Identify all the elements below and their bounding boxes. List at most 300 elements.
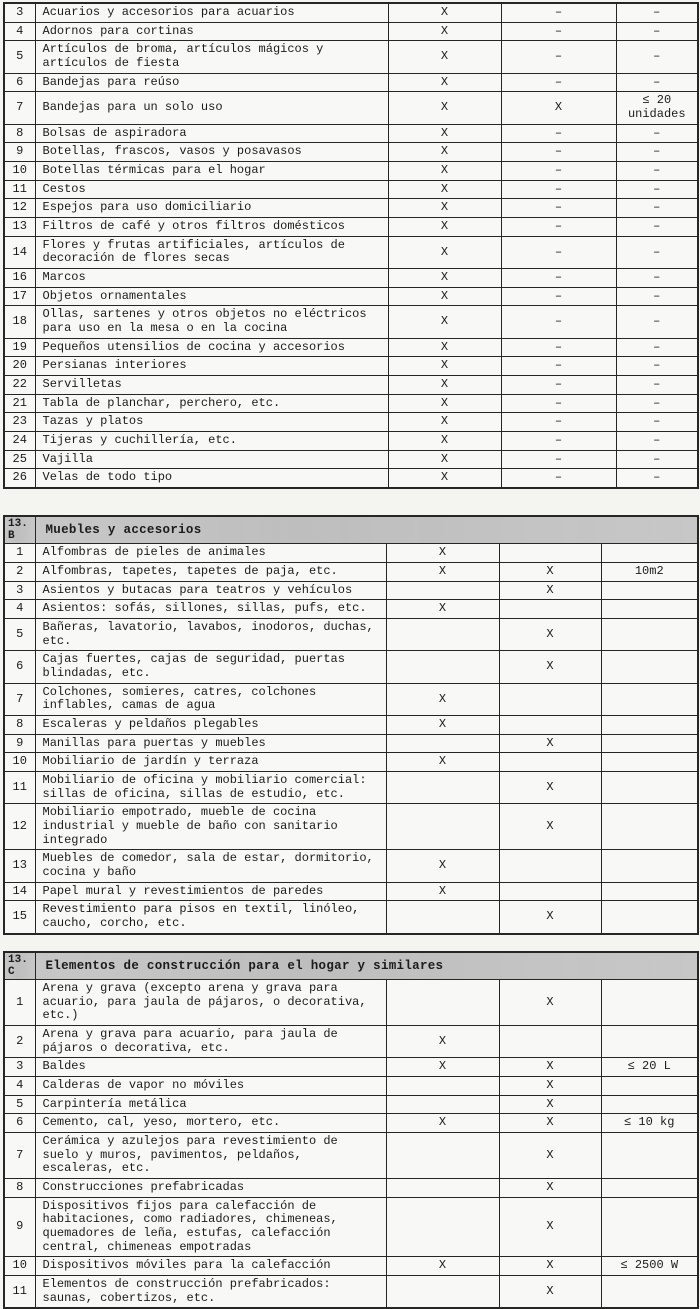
quantity-limit: – xyxy=(616,180,698,199)
table-row xyxy=(4,432,698,451)
item-description: Arena y grava (excepto arena y grava para acuario, para jaula de pájaros, o decorativa, etc.) xyxy=(35,979,386,1025)
restricted-mark: X xyxy=(499,1179,601,1198)
row-number: 12 xyxy=(4,804,35,850)
restricted-mark: X xyxy=(499,1077,601,1096)
table-row xyxy=(4,979,698,1025)
allowed-mark: X xyxy=(386,1058,499,1077)
item-description: Cerámica y azulejos para revestimiento de suelo y muros, pavimentos, peldaños, escaleras, etc. xyxy=(35,1133,386,1179)
quantity-limit: – xyxy=(616,162,698,181)
item-description: Persianas interiores xyxy=(35,357,388,376)
restricted-mark: X xyxy=(499,734,601,753)
allowed-mark xyxy=(386,1095,499,1114)
quantity-limit xyxy=(601,1077,698,1096)
allowed-mark: X xyxy=(388,199,501,218)
row-number: 9 xyxy=(4,143,35,162)
row-number: 1 xyxy=(4,979,35,1025)
allowed-mark: X xyxy=(386,1114,499,1133)
item-description: Mobiliario empotrado, mueble de cocina industrial y mueble de baño con sanitario integrado xyxy=(35,804,386,850)
restricted-mark: X xyxy=(499,1058,601,1077)
allowed-mark: X xyxy=(388,92,501,124)
table-row xyxy=(4,882,698,901)
quantity-limit: – xyxy=(616,22,698,41)
restricted-mark: – xyxy=(501,218,616,237)
quantity-limit: – xyxy=(616,306,698,338)
allowed-mark: X xyxy=(388,413,501,432)
restricted-mark xyxy=(499,600,601,619)
row-number: 13 xyxy=(4,850,35,882)
restricted-mark: X xyxy=(499,563,601,582)
allowed-mark: X xyxy=(386,1257,499,1276)
row-number: 26 xyxy=(4,469,35,488)
item-description: Colchones, somieres, catres, colchones inflables, camas de agua xyxy=(35,683,386,715)
row-number: 12 xyxy=(4,199,35,218)
restricted-mark: – xyxy=(501,124,616,143)
quantity-limit xyxy=(601,716,698,735)
table-row xyxy=(4,236,698,268)
row-number: 15 xyxy=(4,901,35,934)
allowed-mark: X xyxy=(386,716,499,735)
restricted-mark: – xyxy=(501,357,616,376)
quantity-limit: – xyxy=(616,338,698,357)
allowed-mark: X xyxy=(388,394,501,413)
table-row xyxy=(4,287,698,306)
restricted-mark xyxy=(499,753,601,772)
item-description: Bandejas para un solo uso xyxy=(35,92,388,124)
row-number: 10 xyxy=(4,753,35,772)
table-row xyxy=(4,1114,698,1133)
quantity-limit xyxy=(601,1197,698,1257)
restricted-mark: – xyxy=(501,269,616,288)
allowed-mark: X xyxy=(386,1025,499,1057)
row-number: 7 xyxy=(4,683,35,715)
row-number: 2 xyxy=(4,1025,35,1057)
item-description: Pequeños utensilios de cocina y accesorios xyxy=(35,338,388,357)
item-description: Artículos de broma, artículos mágicos y artículos de fiesta xyxy=(35,41,388,73)
table-row xyxy=(4,73,698,92)
item-description: Construcciones prefabricadas xyxy=(35,1179,386,1198)
allowed-mark: X xyxy=(386,544,499,563)
table-row xyxy=(4,162,698,181)
section-number-top: 13. xyxy=(8,518,28,531)
table-row xyxy=(4,3,698,22)
allowed-mark xyxy=(386,1197,499,1257)
table-row xyxy=(4,1197,698,1257)
allowed-mark: X xyxy=(388,41,501,73)
section-header-row xyxy=(4,516,698,544)
quantity-limit: – xyxy=(616,41,698,73)
table-row xyxy=(4,804,698,850)
allowed-mark: X xyxy=(388,287,501,306)
table-row xyxy=(4,218,698,237)
row-number: 9 xyxy=(4,1197,35,1257)
allowed-mark: X xyxy=(388,180,501,199)
quantity-limit: – xyxy=(616,124,698,143)
table-row xyxy=(4,1095,698,1114)
quantity-limit: ≤ 2500 W xyxy=(601,1257,698,1276)
item-description: Bolsas de aspiradora xyxy=(35,124,388,143)
restricted-mark: – xyxy=(501,413,616,432)
item-description: Bañeras, lavatorio, lavabos, inodoros, duchas, etc. xyxy=(35,619,386,651)
quantity-limit: 10m2 xyxy=(601,563,698,582)
restricted-mark: – xyxy=(501,3,616,22)
table-13b-muebles xyxy=(3,515,699,935)
row-number: 3 xyxy=(4,3,35,22)
allowed-mark: X xyxy=(388,3,501,22)
item-description: Adornos para cortinas xyxy=(35,22,388,41)
row-number: 2 xyxy=(4,563,35,582)
table-household-items-continued xyxy=(3,2,699,489)
item-description: Marcos xyxy=(35,269,388,288)
quantity-limit xyxy=(601,544,698,563)
item-description: Calderas de vapor no móviles xyxy=(35,1077,386,1096)
quantity-limit: – xyxy=(616,73,698,92)
allowed-mark: X xyxy=(388,162,501,181)
item-description: Alfombras de pieles de animales xyxy=(35,544,386,563)
table-row xyxy=(4,199,698,218)
quantity-limit: – xyxy=(616,432,698,451)
row-number: 18 xyxy=(4,306,35,338)
table-row xyxy=(4,753,698,772)
item-description: Bandejas para reúso xyxy=(35,73,388,92)
item-description: Cajas fuertes, cajas de seguridad, puertas blindadas, etc. xyxy=(35,651,386,683)
restricted-mark: – xyxy=(501,41,616,73)
item-description: Manillas para puertas y muebles xyxy=(35,734,386,753)
item-description: Acuarios y accesorios para acuarios xyxy=(35,3,388,22)
row-number: 11 xyxy=(4,180,35,199)
allowed-mark: X xyxy=(388,22,501,41)
table-row xyxy=(4,544,698,563)
item-description: Velas de todo tipo xyxy=(35,469,388,488)
quantity-limit: – xyxy=(616,199,698,218)
table-row xyxy=(4,1058,698,1077)
row-number: 10 xyxy=(4,162,35,181)
item-description: Objetos ornamentales xyxy=(35,287,388,306)
table-row xyxy=(4,92,698,124)
restricted-mark: X xyxy=(499,651,601,683)
row-number: 6 xyxy=(4,73,35,92)
item-description: Dispositivos móviles para la calefacción xyxy=(35,1257,386,1276)
row-number: 8 xyxy=(4,1179,35,1198)
item-description: Arena y grava para acuario, para jaula de pájaros o decorativa, etc. xyxy=(35,1025,386,1057)
row-number: 8 xyxy=(4,124,35,143)
quantity-limit: – xyxy=(616,469,698,488)
allowed-mark: X xyxy=(386,563,499,582)
section-title: Muebles y accesorios xyxy=(35,516,698,544)
table-row xyxy=(4,683,698,715)
quantity-limit: – xyxy=(616,287,698,306)
restricted-mark: – xyxy=(501,338,616,357)
restricted-mark xyxy=(499,683,601,715)
quantity-limit: – xyxy=(616,376,698,395)
quantity-limit: – xyxy=(616,218,698,237)
table-row xyxy=(4,581,698,600)
row-number: 1 xyxy=(4,544,35,563)
quantity-limit xyxy=(601,753,698,772)
allowed-mark xyxy=(386,979,499,1025)
row-number: 11 xyxy=(4,772,35,804)
row-number: 25 xyxy=(4,450,35,469)
quantity-limit xyxy=(601,1133,698,1179)
row-number: 6 xyxy=(4,1114,35,1133)
allowed-mark xyxy=(386,1179,499,1198)
row-number: 10 xyxy=(4,1257,35,1276)
quantity-limit xyxy=(601,734,698,753)
row-number: 17 xyxy=(4,287,35,306)
row-number: 16 xyxy=(4,269,35,288)
restricted-mark: – xyxy=(501,162,616,181)
quantity-limit xyxy=(601,850,698,882)
table-row xyxy=(4,734,698,753)
restricted-mark xyxy=(499,1025,601,1057)
row-number: 3 xyxy=(4,581,35,600)
quantity-limit: ≤ 20 unidades xyxy=(616,92,698,124)
row-number: 21 xyxy=(4,394,35,413)
row-number: 5 xyxy=(4,619,35,651)
document-page xyxy=(3,2,697,1309)
quantity-limit: – xyxy=(616,450,698,469)
allowed-mark xyxy=(386,901,499,934)
row-number: 13 xyxy=(4,218,35,237)
allowed-mark xyxy=(386,1276,499,1309)
item-description: Elementos de construcción prefabricados: saunas, cobertizos, etc. xyxy=(35,1276,386,1309)
table-row xyxy=(4,1077,698,1096)
restricted-mark: – xyxy=(501,469,616,488)
item-description: Botellas, frascos, vasos y posavasos xyxy=(35,143,388,162)
restricted-mark: – xyxy=(501,287,616,306)
item-description: Tazas y platos xyxy=(35,413,388,432)
quantity-limit xyxy=(601,600,698,619)
item-description: Ollas, sartenes y otros objetos no eléctricos para uso en la mesa o en la cocina xyxy=(35,306,388,338)
item-description: Dispositivos fijos para calefacción de habitaciones, como radiadores, chimeneas, quemadores de leña, estufas, calefacción central, chimeneas empotradas xyxy=(35,1197,386,1257)
restricted-mark: – xyxy=(501,236,616,268)
row-number: 3 xyxy=(4,1058,35,1077)
allowed-mark: X xyxy=(388,269,501,288)
restricted-mark: – xyxy=(501,306,616,338)
table-row xyxy=(4,143,698,162)
quantity-limit xyxy=(601,683,698,715)
restricted-mark: X xyxy=(499,1197,601,1257)
quantity-limit xyxy=(601,1276,698,1309)
quantity-limit xyxy=(601,651,698,683)
item-description: Cemento, cal, yeso, mortero, etc. xyxy=(35,1114,386,1133)
table-row xyxy=(4,269,698,288)
table-row xyxy=(4,600,698,619)
allowed-mark: X xyxy=(388,218,501,237)
table-row xyxy=(4,338,698,357)
quantity-limit: – xyxy=(616,236,698,268)
table-row xyxy=(4,376,698,395)
restricted-mark xyxy=(499,882,601,901)
allowed-mark: X xyxy=(388,469,501,488)
section-number-bottom: C xyxy=(8,965,15,978)
table-row xyxy=(4,901,698,934)
item-description: Mobiliario de oficina y mobiliario comercial: sillas de oficina, sillas de estudio, etc. xyxy=(35,772,386,804)
item-description: Escaleras y peldaños plegables xyxy=(35,716,386,735)
quantity-limit xyxy=(601,1095,698,1114)
item-description: Asientos: sofás, sillones, sillas, pufs, etc. xyxy=(35,600,386,619)
table-row xyxy=(4,41,698,73)
quantity-limit xyxy=(601,619,698,651)
table-row xyxy=(4,563,698,582)
quantity-limit xyxy=(601,979,698,1025)
item-description: Alfombras, tapetes, tapetes de paja, etc. xyxy=(35,563,386,582)
allowed-mark xyxy=(386,1133,499,1179)
quantity-limit: – xyxy=(616,357,698,376)
allowed-mark: X xyxy=(388,143,501,162)
quantity-limit xyxy=(601,901,698,934)
quantity-limit xyxy=(601,1179,698,1198)
quantity-limit: – xyxy=(616,269,698,288)
restricted-mark: – xyxy=(501,199,616,218)
item-description: Cestos xyxy=(35,180,388,199)
allowed-mark: X xyxy=(388,306,501,338)
table-row xyxy=(4,413,698,432)
restricted-mark: – xyxy=(501,450,616,469)
restricted-mark: – xyxy=(501,180,616,199)
allowed-mark: X xyxy=(388,432,501,451)
section-number xyxy=(4,516,35,544)
allowed-mark: X xyxy=(388,357,501,376)
restricted-mark: X xyxy=(499,1276,601,1309)
restricted-mark: – xyxy=(501,143,616,162)
table-row xyxy=(4,1257,698,1276)
row-number: 22 xyxy=(4,376,35,395)
item-description: Papel mural y revestimientos de paredes xyxy=(35,882,386,901)
table-row xyxy=(4,469,698,488)
row-number: 24 xyxy=(4,432,35,451)
allowed-mark xyxy=(386,651,499,683)
table-row xyxy=(4,306,698,338)
row-number: 7 xyxy=(4,92,35,124)
item-description: Muebles de comedor, sala de estar, dormitorio, cocina y baño xyxy=(35,850,386,882)
row-number: 23 xyxy=(4,413,35,432)
restricted-mark: X xyxy=(499,979,601,1025)
restricted-mark: X xyxy=(499,901,601,934)
table-row xyxy=(4,1179,698,1198)
row-number: 14 xyxy=(4,882,35,901)
allowed-mark: X xyxy=(388,376,501,395)
restricted-mark xyxy=(499,544,601,563)
table-row xyxy=(4,357,698,376)
quantity-limit xyxy=(601,1025,698,1057)
table-13c-construccion xyxy=(3,951,699,1309)
table-row xyxy=(4,619,698,651)
quantity-limit: ≤ 10 kg xyxy=(601,1114,698,1133)
allowed-mark xyxy=(386,804,499,850)
allowed-mark xyxy=(386,734,499,753)
table-row xyxy=(4,716,698,735)
row-number: 8 xyxy=(4,716,35,735)
table-row xyxy=(4,1025,698,1057)
row-number: 4 xyxy=(4,600,35,619)
section-number-bottom: B xyxy=(8,530,15,543)
table-row xyxy=(4,394,698,413)
restricted-mark: – xyxy=(501,432,616,451)
item-description: Mobiliario de jardín y terraza xyxy=(35,753,386,772)
item-description: Servilletas xyxy=(35,376,388,395)
row-number: 5 xyxy=(4,1095,35,1114)
quantity-limit xyxy=(601,581,698,600)
restricted-mark xyxy=(499,850,601,882)
section-header-row xyxy=(4,952,698,980)
row-number: 5 xyxy=(4,41,35,73)
quantity-limit: – xyxy=(616,413,698,432)
item-description: Botellas térmicas para el hogar xyxy=(35,162,388,181)
table-row xyxy=(4,124,698,143)
row-number: 19 xyxy=(4,338,35,357)
quantity-limit xyxy=(601,882,698,901)
item-description: Filtros de café y otros filtros domésticos xyxy=(35,218,388,237)
section-number-top: 13. xyxy=(8,953,28,966)
table-row xyxy=(4,850,698,882)
allowed-mark xyxy=(386,772,499,804)
allowed-mark: X xyxy=(388,236,501,268)
item-description: Vajilla xyxy=(35,450,388,469)
allowed-mark: X xyxy=(388,450,501,469)
row-number: 4 xyxy=(4,1077,35,1096)
item-description: Flores y frutas artificiales, artículos de decoración de flores secas xyxy=(35,236,388,268)
table-row xyxy=(4,22,698,41)
restricted-mark: X xyxy=(499,581,601,600)
section-title: Elementos de construcción para el hogar y similares xyxy=(35,952,698,980)
allowed-mark xyxy=(386,581,499,600)
allowed-mark: X xyxy=(386,882,499,901)
table-row xyxy=(4,450,698,469)
row-number: 9 xyxy=(4,734,35,753)
table-row xyxy=(4,651,698,683)
row-number: 20 xyxy=(4,357,35,376)
table-row xyxy=(4,1276,698,1309)
quantity-limit: – xyxy=(616,3,698,22)
table-row xyxy=(4,772,698,804)
restricted-mark: X xyxy=(499,619,601,651)
row-number: 11 xyxy=(4,1276,35,1309)
allowed-mark: X xyxy=(386,850,499,882)
allowed-mark: X xyxy=(388,73,501,92)
quantity-limit: – xyxy=(616,394,698,413)
row-number: 4 xyxy=(4,22,35,41)
section-number xyxy=(4,952,35,980)
restricted-mark: – xyxy=(501,73,616,92)
allowed-mark: X xyxy=(388,124,501,143)
restricted-mark: – xyxy=(501,394,616,413)
row-number: 7 xyxy=(4,1133,35,1179)
item-description: Tabla de planchar, perchero, etc. xyxy=(35,394,388,413)
restricted-mark: – xyxy=(501,22,616,41)
restricted-mark: X xyxy=(499,1114,601,1133)
quantity-limit: ≤ 20 L xyxy=(601,1058,698,1077)
allowed-mark xyxy=(386,619,499,651)
restricted-mark: X xyxy=(499,1257,601,1276)
restricted-mark: X xyxy=(499,804,601,850)
item-description: Asientos y butacas para teatros y vehículos xyxy=(35,581,386,600)
item-description: Tijeras y cuchillería, etc. xyxy=(35,432,388,451)
item-description: Carpintería metálica xyxy=(35,1095,386,1114)
allowed-mark: X xyxy=(386,600,499,619)
item-description: Baldes xyxy=(35,1058,386,1077)
restricted-mark: X xyxy=(499,772,601,804)
allowed-mark xyxy=(386,1077,499,1096)
restricted-mark: X xyxy=(501,92,616,124)
table-row xyxy=(4,180,698,199)
table-row xyxy=(4,1133,698,1179)
quantity-limit xyxy=(601,772,698,804)
row-number: 6 xyxy=(4,651,35,683)
allowed-mark: X xyxy=(386,683,499,715)
quantity-limit xyxy=(601,804,698,850)
item-description: Espejos para uso domiciliario xyxy=(35,199,388,218)
allowed-mark: X xyxy=(388,338,501,357)
